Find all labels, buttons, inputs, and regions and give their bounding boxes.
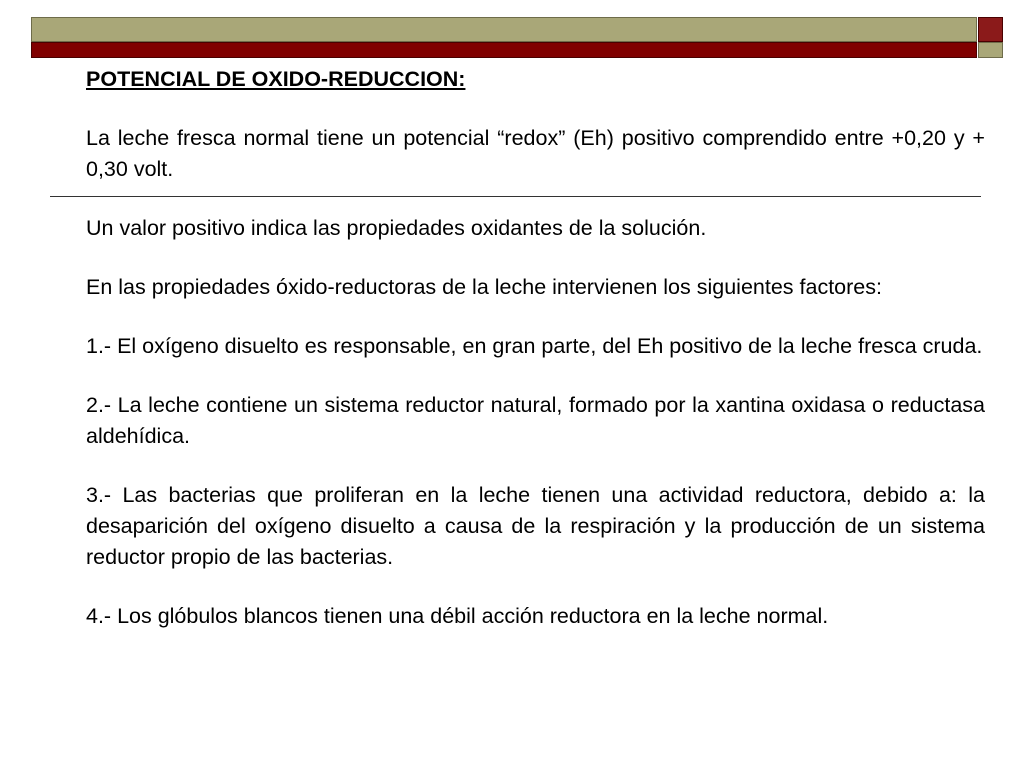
paragraph-positive-value: Un valor positivo indica las propiedades oxidantes de la solución. — [86, 216, 707, 240]
paragraph-factors-intro: En las propiedades óxido-reductoras de la leche intervienen los siguientes factores: — [86, 275, 882, 299]
header-square-maroon — [978, 17, 1003, 42]
header-bar-olive — [31, 17, 977, 42]
slide-title: POTENCIAL DE OXIDO-REDUCCION: — [86, 67, 466, 91]
paragraph-redox-potential: La leche fresca normal tiene un potencial “redox” (Eh) positivo comprendido entre +0,20 y + 0,30 volt. — [86, 126, 985, 181]
paragraph-factor-2: 2.- La leche contiene un sistema reductor natural, formado por la xantina oxidasa o reductasa aldehídica. — [86, 393, 985, 448]
header-bar-maroon — [31, 42, 977, 58]
paragraph-factor-3: 3.- Las bacterias que proliferan en la leche tienen una actividad reductora, debido a: la desaparición del oxígeno disuelto a causa de la respiración y la producción de un sistema reductor propio de las bacterias. — [86, 483, 985, 569]
paragraph-factor-4: 4.- Los glóbulos blancos tienen una débil acción reductora en la leche normal. — [86, 604, 829, 628]
header-square-olive — [978, 42, 1003, 58]
slide-content — [86, 64, 985, 660]
paragraph-factor-1: 1.- El oxígeno disuelto es responsable, en gran parte, del Eh positivo de la leche fresca cruda. — [86, 334, 983, 358]
